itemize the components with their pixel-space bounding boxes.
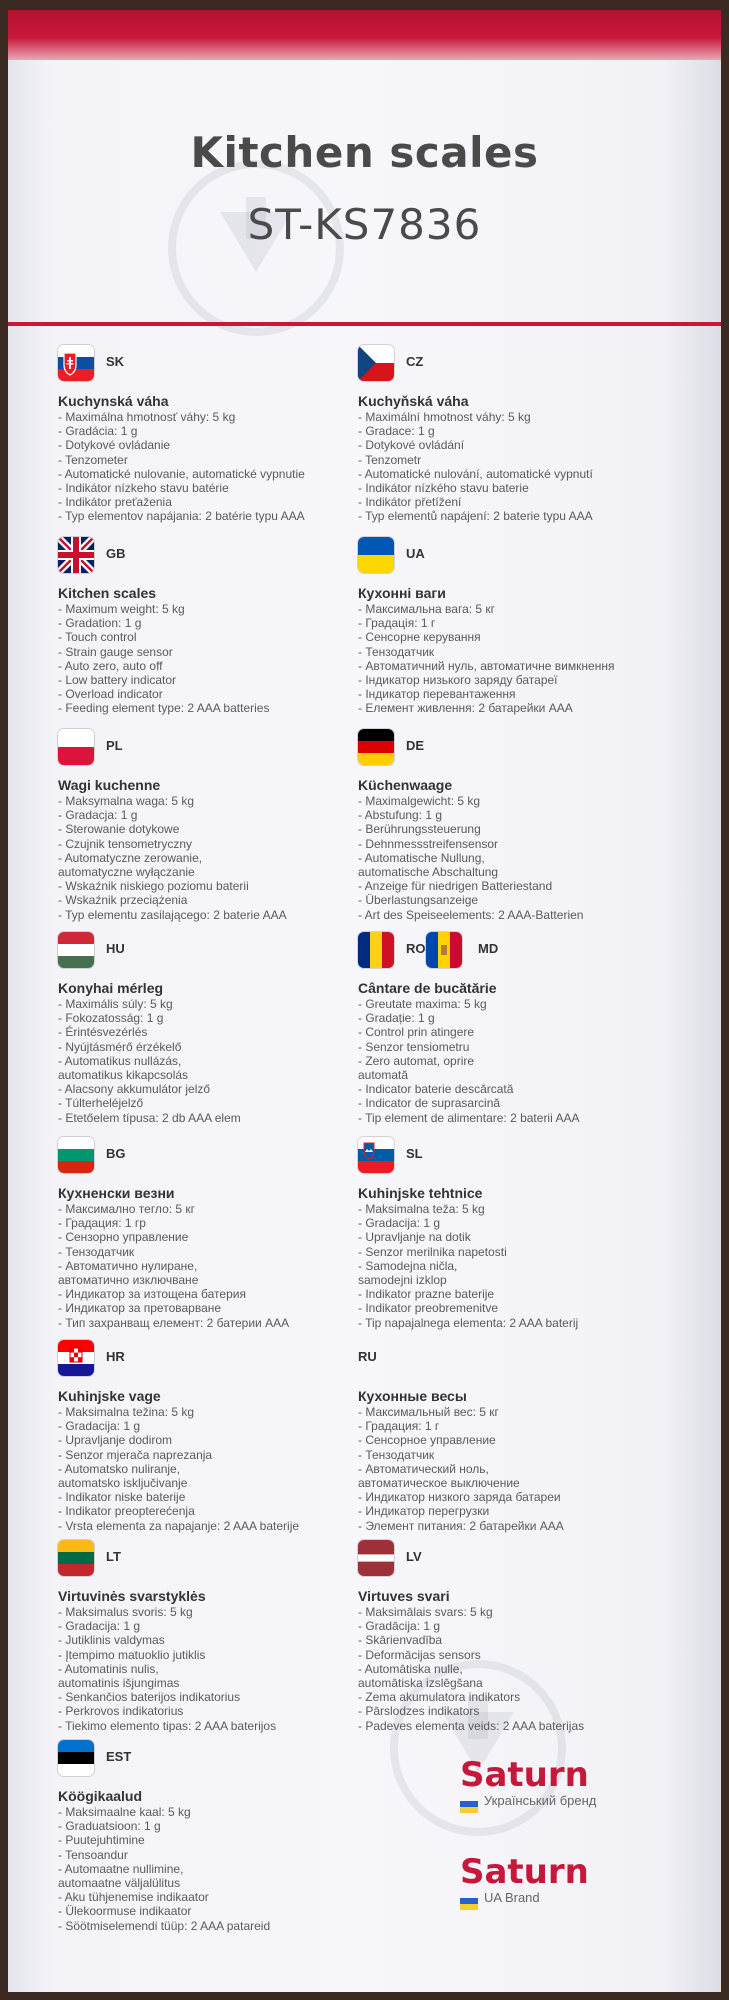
spec-item: automatyczne wyłączanie	[58, 865, 195, 880]
spec-item: - Perkrovos indikatorius	[58, 1704, 184, 1719]
spec-item: - Indicator baterie descărcată	[358, 1082, 514, 1097]
spec-item: - Indikator prazne baterije	[358, 1287, 495, 1302]
spec-item: - Auto zero, auto off	[58, 658, 163, 673]
spec-item: - Senzor tensiometru	[358, 1039, 470, 1054]
spec-item: - Градация: 1 г	[358, 1419, 440, 1434]
spec-item: - Maximum weight: 5 kg	[58, 602, 185, 616]
spec-item: - Indikátor nízkeho stavu batérie	[58, 481, 229, 496]
brand-name: Saturn	[460, 1852, 589, 1892]
lang-code: SL	[406, 1146, 423, 1161]
spec-item: - Тип захранващ елемент: 2 батерии ААА	[58, 1315, 290, 1330]
section-cz	[358, 345, 658, 524]
flag-lv-icon	[358, 1540, 394, 1576]
spec-item: - Автоматичний нуль, автоматичне вимкнення	[358, 658, 615, 673]
spec-item: - Maksimalna težina: 5 kg	[58, 1405, 195, 1419]
spec-item: - Indicator de suprasarcină	[358, 1096, 501, 1111]
spec-item: - Automatsko nuliranje,	[58, 1461, 181, 1476]
flag-gb-icon	[58, 537, 94, 573]
spec-item: - Gradácia: 1 g	[58, 424, 138, 439]
spec-item: - Tip element de alimentare: 2 baterii AAA	[358, 1110, 580, 1125]
spec-item: - Automatikus nullázás,	[58, 1053, 182, 1068]
section-est	[58, 1740, 358, 1933]
spec-item: - Сензорно управление	[58, 1230, 189, 1245]
lang-code: RU	[358, 1349, 377, 1364]
spec-item: - Automatické nulování, automatické vypnutí	[358, 466, 593, 481]
lang-code: LV	[406, 1549, 422, 1564]
brand-logo	[460, 1755, 596, 1808]
spec-item: - Art des Speiseelements: 2 AAA-Batterien	[358, 907, 584, 922]
spec-item: - Indikator preopterećenja	[58, 1504, 195, 1519]
spec-item: - Aku tühjenemise indikaator	[58, 1890, 209, 1905]
section-hr	[58, 1340, 358, 1533]
spec-item: - Zema akumulatora indikators	[358, 1690, 521, 1705]
section-title: Cântare de bucătărie	[358, 980, 497, 996]
lang-code: EST	[106, 1749, 132, 1764]
spec-item: - Senkančios baterijos indikatorius	[58, 1690, 241, 1705]
spec-item: - Сенсорное управление	[358, 1433, 496, 1448]
spec-item: - Maximální hmotnost váhy: 5 kg	[358, 410, 531, 424]
ua-flag-icon	[460, 1801, 478, 1813]
spec-item: - Indikátor preťaženia	[58, 495, 172, 510]
section-de	[358, 729, 658, 922]
ua-flag-icon	[460, 1898, 478, 1910]
section-title: Küchenwaage	[358, 777, 453, 793]
spec-item: - Túlterheléjelző	[58, 1096, 144, 1111]
spec-item: - Градація: 1 г	[358, 616, 436, 631]
spec-item: - Feeding element type: 2 AAA batteries	[58, 701, 270, 716]
section-ru	[358, 1340, 658, 1533]
spec-item: - Touch control	[58, 630, 137, 645]
spec-item: - Автоматично нулиране,	[58, 1258, 198, 1273]
section-lt	[58, 1540, 358, 1733]
spec-item: - Fokozatosság: 1 g	[58, 1011, 164, 1026]
spec-item: - Upravljanje dodirom	[58, 1433, 173, 1448]
lang-code: RO	[406, 941, 426, 956]
spec-item: - Максимальный вес: 5 кг	[358, 1405, 499, 1419]
spec-item: - Градация: 1 гр	[58, 1216, 146, 1231]
spec-item: - Индикатор за претоварване	[58, 1301, 222, 1316]
section-title: Kuchyňská váha	[358, 393, 469, 409]
spec-item: automātiska izslēgšana	[358, 1676, 483, 1691]
spec-item: - Samodejna ničla,	[358, 1258, 458, 1273]
section-pl	[58, 729, 358, 922]
spec-item: - Upravljanje na dotik	[358, 1230, 471, 1245]
flag-hr-icon	[58, 1340, 94, 1376]
section-ro-md	[358, 932, 658, 1125]
flag-ro-icon	[358, 932, 394, 968]
spec-item: - Автоматический ноль,	[358, 1461, 489, 1476]
spec-item: - Maksymalna waga: 5 kg	[58, 794, 195, 808]
section-title: Kuhinjske tehtnice	[358, 1185, 483, 1201]
spec-item: - Typ elementov napájania: 2 batérie typu AAA	[58, 509, 305, 524]
section-hu	[58, 932, 358, 1125]
spec-item: - Nyújtásmérő érzékelő	[58, 1039, 182, 1054]
spec-item: - Czujnik tensometryczny	[58, 836, 193, 851]
spec-item: - Pārslodzes indikators	[358, 1704, 480, 1719]
spec-item: - Maximalgewicht: 5 kg	[358, 794, 481, 808]
section-lv	[358, 1540, 658, 1733]
lang-code: HR	[106, 1349, 125, 1364]
spec-item: - Įtempimo matuoklio jutiklis	[58, 1647, 206, 1662]
flag-de-icon	[358, 729, 394, 765]
spec-item: - Söötmiselemendi tüüp: 2 AAA patareid	[58, 1918, 271, 1933]
spec-item: - Gradație: 1 g	[358, 1011, 435, 1026]
spec-item: - Typ elementů napájení: 2 baterie typu AAA	[358, 509, 593, 524]
spec-item: - Maksimalna teža: 5 kg	[358, 1202, 485, 1216]
top-red-band	[8, 10, 721, 60]
spec-item: - Gradacja: 1 g	[58, 808, 138, 823]
flag-md-icon	[426, 932, 462, 968]
spec-item: - Zero automat, oprire	[358, 1053, 475, 1068]
spec-item: - Padeves elementa veids: 2 AAA baterijas	[358, 1718, 585, 1733]
flag-hu-icon	[58, 932, 94, 968]
section-ua	[358, 537, 658, 716]
spec-item: - Deformācijas sensors	[358, 1647, 481, 1662]
spec-item: - Indikator niske baterije	[58, 1490, 186, 1505]
spec-item: - Etetőelem típusa: 2 db AAA elem	[58, 1110, 241, 1125]
section-sl	[358, 1137, 658, 1330]
spec-item: - Tenzometer	[58, 452, 128, 467]
section-title: Virtuvinės svarstyklės	[58, 1588, 206, 1604]
spec-item: автоматично изключване	[58, 1273, 199, 1288]
flag-sk-icon	[58, 345, 94, 381]
spec-item: - Senzor mjerača naprezanja	[58, 1447, 213, 1462]
lang-code: LT	[106, 1549, 121, 1564]
spec-item: - Puutejuhtimine	[58, 1833, 145, 1848]
lang-code: HU	[106, 941, 125, 956]
spec-item: - Wskaźnik przeciążenia	[58, 893, 188, 908]
spec-item: samodejni izklop	[358, 1273, 447, 1288]
divider	[8, 322, 721, 326]
flag-cz-icon	[358, 345, 394, 381]
brand-logo	[460, 1852, 589, 1905]
spec-item: - Gradace: 1 g	[358, 424, 435, 439]
spec-item: - Індикатор перевантаження	[358, 687, 516, 702]
brand-name: Saturn	[460, 1755, 589, 1795]
lang-code: BG	[106, 1146, 126, 1161]
spec-item: - Automatické nulovanie, automatické vypnutie	[58, 466, 305, 481]
section-title: Кухонные весы	[358, 1388, 467, 1404]
spec-item: - Skārienvadība	[358, 1633, 443, 1648]
spec-item: - Strain gauge sensor	[58, 644, 173, 659]
section-title: Kuchynská váha	[58, 393, 169, 409]
section-title: Virtuves svari	[358, 1588, 450, 1604]
spec-item: - Максимално тегло: 5 кг	[58, 1202, 196, 1216]
spec-item: - Automatyczne zerowanie,	[58, 850, 203, 865]
lang-code: PL	[106, 738, 123, 753]
package-panel	[8, 10, 721, 1992]
spec-item: - Automatinis nulis,	[58, 1661, 159, 1676]
spec-item: - Tenzometr	[358, 452, 422, 467]
lang-code: CZ	[406, 354, 424, 369]
spec-item: - Gradacija: 1 g	[358, 1216, 441, 1231]
spec-item: - Ülekoormuse indikaator	[58, 1904, 192, 1919]
lang-code-secondary: MD	[478, 941, 499, 956]
flag-lt-icon	[58, 1540, 94, 1576]
spec-item: - Индикатор перегрузки	[358, 1504, 490, 1519]
flag-est-icon	[58, 1740, 94, 1776]
spec-item: - Jutiklinis valdymas	[58, 1633, 165, 1648]
brand-tagline: Український бренд	[484, 1793, 597, 1808]
section-bg	[58, 1137, 358, 1330]
spec-item: - Dehnmessstreifensensor	[358, 836, 499, 851]
spec-item: - Dotykové ovládanie	[58, 438, 171, 453]
spec-item: - Sterowanie dotykowe	[58, 822, 180, 837]
spec-item: - Maksimalus svoris: 5 kg	[58, 1605, 193, 1619]
section-title: Wagi kuchenne	[58, 777, 161, 793]
flag-ua-icon	[358, 537, 394, 573]
spec-item: - Тензодатчик	[358, 644, 435, 659]
spec-item: - Überlastungsanzeige	[358, 893, 479, 908]
section-title: Kitchen scales	[58, 585, 157, 601]
product-model: ST-KS7836	[247, 200, 482, 249]
spec-item: - Тензодатчик	[358, 1447, 435, 1462]
spec-item: automaatne väljalülitus	[58, 1876, 181, 1891]
spec-item: - Vrsta elementa za napajanje: 2 AAA baterije	[58, 1518, 300, 1533]
flag-sl-icon	[358, 1137, 394, 1173]
spec-item: - Overload indicator	[58, 687, 163, 702]
section-sk	[58, 345, 358, 524]
brand-tagline: UA Brand	[484, 1890, 540, 1905]
spec-item: - Gradācija: 1 g	[358, 1619, 441, 1634]
section-title: Кухненски везни	[58, 1185, 175, 1201]
spec-item: - Tip napajalnega elementa: 2 AAA baterij	[358, 1315, 579, 1330]
spec-item: - Индикатор за изтощена батерия	[58, 1287, 246, 1302]
spec-item: - Greutate maxima: 5 kg	[358, 997, 487, 1011]
spec-item: - Typ elementu zasilającego: 2 baterie AAA	[58, 907, 287, 922]
spec-item: - Automatische Nullung,	[358, 850, 485, 865]
spec-item: - Индикатор низкого заряда батареи	[358, 1490, 561, 1505]
lang-code: SK	[106, 354, 125, 369]
section-title: Kuhinjske vage	[58, 1388, 161, 1404]
section-title: Köögikaalud	[58, 1788, 143, 1804]
spec-item: automatikus kikapcsolás	[58, 1068, 189, 1083]
spec-item: - Senzor merilnika napetosti	[358, 1244, 507, 1259]
spec-item: automatsko isključivanje	[58, 1476, 188, 1491]
spec-item: - Berührungssteuerung	[358, 822, 481, 837]
spec-item: - Indikátor nízkého stavu baterie	[358, 481, 529, 496]
lang-code: UA	[406, 546, 425, 561]
spec-item: - Érintésvezérlés	[58, 1025, 148, 1040]
spec-item: - Control prin atingere	[358, 1025, 475, 1040]
spec-item: - Anzeige für niedrigen Batteriestand	[358, 879, 553, 894]
spec-item: - Graduatsioon: 1 g	[58, 1819, 161, 1834]
spec-item: - Alacsony akkumulátor jelző	[58, 1082, 211, 1097]
spec-item: - Елемент живлення: 2 батарейки ААА	[358, 701, 573, 716]
spec-item: - Элемент питания: 2 батарейки ААА	[358, 1518, 564, 1533]
spec-item: - Maksimaalne kaal: 5 kg	[58, 1805, 191, 1819]
spec-item: - Gradation: 1 g	[58, 616, 142, 631]
spec-item: automată	[358, 1068, 409, 1083]
spec-item: - Gradacija: 1 g	[58, 1619, 141, 1634]
lang-code: GB	[106, 546, 126, 561]
spec-item: - Індикатор низького заряду батареї	[358, 673, 558, 688]
spec-item: - Maximálna hmotnosť váhy: 5 kg	[58, 410, 236, 424]
lang-code: DE	[406, 738, 425, 753]
spec-item: - Сенсорне керування	[358, 630, 481, 645]
spec-item: - Wskaźnik niskiego poziomu baterii	[58, 879, 249, 894]
spec-item: - Abstufung: 1 g	[358, 808, 443, 823]
section-title: Кухонні ваги	[358, 585, 446, 601]
spec-item: - Dotykové ovládání	[358, 438, 465, 453]
spec-item: - Automaatne nullimine,	[58, 1861, 184, 1876]
spec-item: - Gradacija: 1 g	[58, 1419, 141, 1434]
spec-item: - Indikátor přetížení	[358, 495, 462, 510]
spec-item: - Максимальна вага: 5 кг	[358, 602, 496, 616]
section-title: Konyhai mérleg	[58, 980, 164, 996]
spec-item: - Тензодатчик	[58, 1244, 135, 1259]
flag-bg-icon	[58, 1137, 94, 1173]
spec-item: - Tensoandur	[58, 1847, 128, 1862]
spec-item: automatische Abschaltung	[358, 865, 499, 880]
spec-item: - Automātiska nulle,	[358, 1661, 463, 1676]
product-title: Kitchen scales	[190, 128, 539, 177]
spec-item: автоматическое выключение	[358, 1476, 520, 1491]
spec-item: - Tiekimo elemento tipas: 2 AAA baterijos	[58, 1718, 277, 1733]
spec-item: - Maksimālais svars: 5 kg	[358, 1605, 493, 1619]
spec-item: automatinis išjungimas	[58, 1676, 180, 1691]
spec-item: - Maximális súly: 5 kg	[58, 997, 173, 1011]
spec-item: - Low battery indicator	[58, 673, 177, 688]
flag-pl-icon	[58, 729, 94, 765]
section-gb	[58, 537, 358, 716]
spec-item: - Indikator preobremenitve	[358, 1301, 499, 1316]
